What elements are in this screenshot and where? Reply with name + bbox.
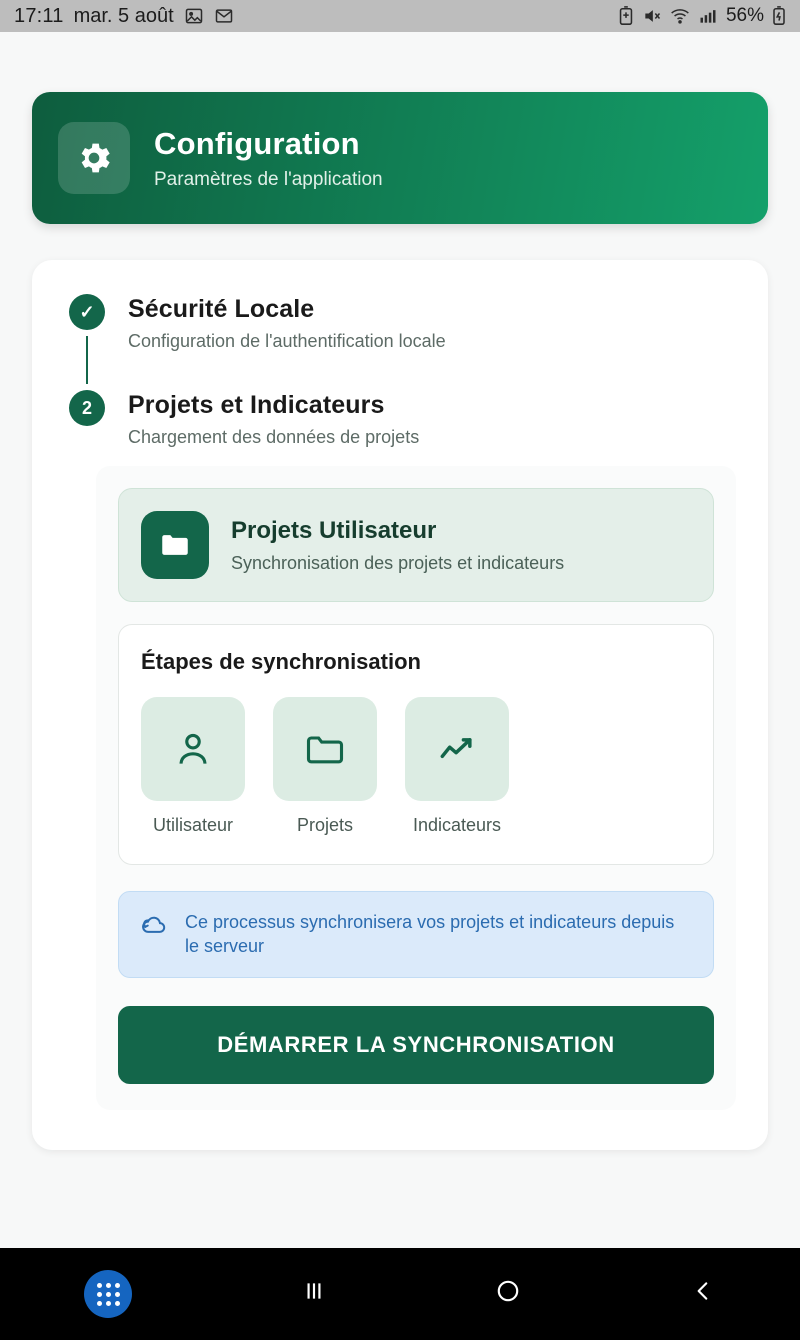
status-time: 17:11 <box>14 4 64 27</box>
sync-steps-row <box>141 697 691 836</box>
wifi-icon <box>670 6 690 26</box>
step-1-bullet: ✓ <box>69 294 105 330</box>
step-connector <box>86 336 88 384</box>
step-1-body <box>110 294 446 384</box>
gmail-icon <box>214 6 234 26</box>
mute-icon <box>642 6 662 26</box>
step-security[interactable] <box>32 294 768 384</box>
user-projects-card[interactable] <box>118 488 714 602</box>
status-bar <box>0 0 800 32</box>
sync-steps-box <box>118 624 714 865</box>
step-2-desc: Chargement des données de projets <box>128 427 420 447</box>
sync-step-projects-label: Projets <box>296 815 354 835</box>
start-sync-button[interactable]: DÉMARRER LA SYNCHRONISATION <box>118 1006 714 1084</box>
battery-icon <box>772 6 786 26</box>
step-1-desc: Configuration de l'authentification locale <box>128 331 446 351</box>
setup-wizard-card <box>32 260 768 1150</box>
folder-icon <box>273 697 377 801</box>
header-texts <box>154 126 383 191</box>
status-bar-left <box>14 5 234 28</box>
folder-filled-icon <box>141 511 209 579</box>
status-bar-right <box>618 5 786 27</box>
user-projects-subtitle: Synchronisation des projets et indicateurs <box>231 552 565 573</box>
user-projects-title: Projets Utilisateur <box>231 516 437 544</box>
sync-step-indicators-label: Indicateurs <box>412 815 502 835</box>
chart-line-icon <box>405 697 509 801</box>
person-icon <box>141 697 245 801</box>
image-icon <box>184 6 204 26</box>
recents-icon[interactable] <box>301 1278 327 1311</box>
step-projects[interactable] <box>32 390 768 448</box>
user-projects-texts <box>231 517 564 574</box>
info-banner-text: Ce processus synchronisera vos projets et indicateurs depuis le serveur <box>185 912 675 957</box>
step-2-bullet: 2 <box>69 390 105 426</box>
step-2-title: Projets et Indicateurs <box>128 391 385 419</box>
sync-step-projects[interactable] <box>273 697 377 836</box>
apps-grid-icon[interactable] <box>84 1270 132 1318</box>
android-nav-bar <box>0 1248 800 1340</box>
sync-step-user-label: Utilisateur <box>152 815 234 835</box>
battery-saver-icon <box>618 6 634 26</box>
apps-grid-dots <box>97 1283 120 1306</box>
config-header-card <box>32 92 768 224</box>
info-banner <box>118 891 714 978</box>
battery-percentage: 56% <box>725 5 764 26</box>
sync-panel <box>96 466 736 1110</box>
home-icon[interactable] <box>495 1278 521 1311</box>
sync-steps-heading: Étapes de synchronisation <box>141 649 421 674</box>
app-screen <box>0 32 800 1340</box>
back-icon[interactable] <box>690 1278 716 1311</box>
page-subtitle: Paramètres de l'application <box>154 168 383 190</box>
step-1-marker <box>64 294 110 384</box>
step-2-marker <box>64 390 110 448</box>
sync-step-indicators[interactable] <box>405 697 509 836</box>
step-2-body <box>110 390 419 448</box>
gear-icon <box>58 122 130 194</box>
cloud-sync-icon <box>139 910 169 945</box>
sync-step-user[interactable] <box>141 697 245 836</box>
status-date: mar. 5 août <box>73 4 174 27</box>
page-title: Configuration <box>154 125 360 161</box>
signal-icon <box>698 6 718 26</box>
step-1-title: Sécurité Locale <box>128 295 315 323</box>
